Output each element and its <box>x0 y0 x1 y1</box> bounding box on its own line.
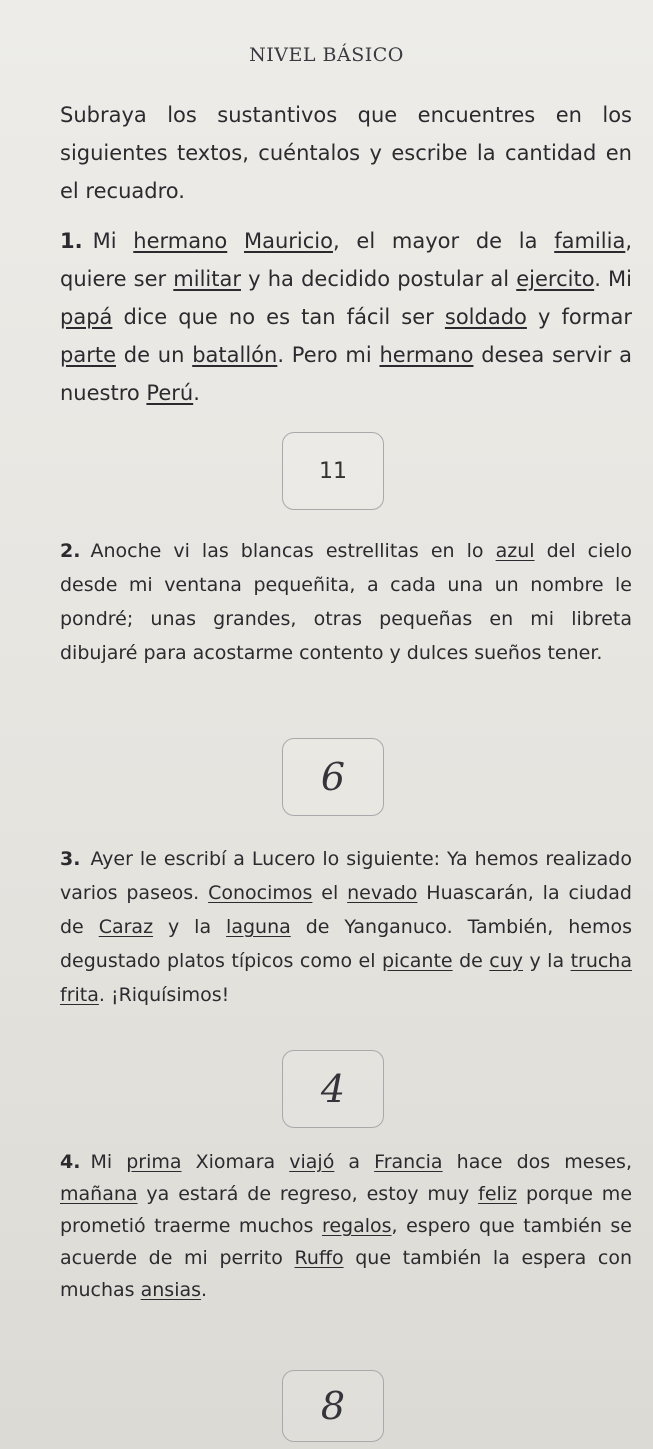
answer-1: 11 <box>319 458 347 484</box>
underlined-noun: cuy <box>489 950 524 972</box>
text-segment: Huascarán, la ciudad de <box>60 882 632 938</box>
underlined-noun: papá <box>60 305 113 329</box>
exercise-3-number: 3. <box>60 848 81 870</box>
underlined-noun: trucha frita <box>60 950 632 1006</box>
exercise-2-body <box>60 540 632 664</box>
underlined-noun: militar <box>173 267 241 291</box>
text-segment: dice que no es tan fácil ser <box>112 305 445 329</box>
text-segment: y la <box>153 916 227 938</box>
underlined-noun: Ruffo <box>294 1247 344 1269</box>
answer-box-4[interactable] <box>282 1370 384 1442</box>
underlined-noun: hermano <box>379 343 474 367</box>
text-segment: a <box>334 1151 375 1173</box>
text-segment: . Mi <box>594 267 632 291</box>
text-segment: Xiomara <box>181 1151 290 1173</box>
answer-box-3[interactable] <box>282 1050 384 1128</box>
underlined-noun: soldado <box>444 305 527 329</box>
underlined-noun: batallón <box>192 343 278 367</box>
underlined-noun: ejercito <box>516 267 595 291</box>
underlined-noun: feliz <box>478 1183 518 1205</box>
text-segment: . <box>193 381 200 405</box>
exercise-4-number: 4. <box>60 1151 81 1173</box>
underlined-noun: parte <box>60 343 116 367</box>
text-segment: porque me prometió traerme muchos <box>60 1183 633 1237</box>
text-segment: y ha decidido postular al <box>241 267 517 291</box>
underlined-noun: viajó <box>289 1151 335 1173</box>
underlined-noun: hermano <box>133 229 228 253</box>
instructions-text: Subraya los sustantivos que encuentres en los siguientes textos, cuéntalos y escribe la cantidad en el recuadro. <box>60 103 632 203</box>
underlined-noun: Conocimos <box>208 882 313 904</box>
page-title: NIVEL BÁSICO <box>249 44 404 66</box>
text-segment: que también la espera con muchas <box>60 1247 632 1301</box>
underlined-noun: Francia <box>374 1151 443 1173</box>
underlined-noun: prima <box>126 1151 182 1173</box>
text-segment: . <box>201 1279 208 1301</box>
underlined-noun: ansias <box>140 1279 202 1301</box>
text-segment: de un <box>116 343 193 367</box>
text-segment <box>227 229 244 253</box>
exercise-4-text <box>60 1146 632 1306</box>
exercise-1-number: 1. <box>60 229 83 253</box>
underlined-noun: Mauricio <box>244 229 333 253</box>
text-segment: del cielo desde mi ventana pequeñita, a cada una un nombre le pondré; unas grandes, otras pequeñas en mi libreta dibujaré para acostarme contento y dulces sueños tener. <box>60 540 632 664</box>
underlined-noun: laguna <box>226 916 291 938</box>
exercise-3-body <box>60 848 632 1006</box>
text-segment: . Pero mi <box>277 343 380 367</box>
text-segment: Anoche vi las blancas estrellitas en lo <box>90 540 496 562</box>
text-segment: Mi <box>92 229 134 253</box>
underlined-noun: Perú <box>146 381 194 405</box>
text-segment: , espero que también se acuerde de mi perrito <box>60 1215 632 1269</box>
text-segment: . ¡Riquísimos! <box>98 984 230 1006</box>
exercise-1-text <box>60 222 632 412</box>
text-segment: de <box>452 950 490 972</box>
text-segment: Mi <box>90 1151 127 1173</box>
underlined-noun: azul <box>495 540 535 562</box>
text-segment: , quiere ser <box>60 229 632 291</box>
exercise-2-number: 2. <box>60 540 81 562</box>
underlined-noun: nevado <box>347 882 418 904</box>
underlined-noun: regalos <box>321 1215 392 1237</box>
answer-2: 6 <box>320 755 346 799</box>
text-segment: ya estará de regreso, estoy muy <box>137 1183 479 1205</box>
underlined-noun: Caraz <box>98 916 154 938</box>
text-segment: y formar <box>526 305 632 329</box>
exercise-1-body <box>60 229 632 405</box>
text-segment: , el mayor de la <box>333 229 555 253</box>
text-segment: hace dos meses, <box>442 1151 632 1173</box>
text-segment: el <box>312 882 348 904</box>
underlined-noun: familia <box>554 229 626 253</box>
answer-3: 4 <box>320 1067 346 1111</box>
text-segment: y la <box>523 950 571 972</box>
exercise-2-text <box>60 534 632 670</box>
answer-4: 8 <box>320 1384 346 1428</box>
text-segment: Ayer le escribí a Lucero lo siguiente: Ya hemos realizado varios paseos. <box>60 848 632 904</box>
underlined-noun: picante <box>381 950 453 972</box>
answer-box-1[interactable] <box>282 432 384 510</box>
text-segment: desea servir a nuestro <box>60 343 632 405</box>
answer-box-2[interactable] <box>282 738 384 816</box>
exercise-4-body <box>60 1151 632 1301</box>
text-segment: de Yanganuco. También, hemos degustado platos típicos como el <box>60 916 632 972</box>
underlined-noun: mañana <box>60 1183 138 1205</box>
exercise-3-text <box>60 842 632 1012</box>
